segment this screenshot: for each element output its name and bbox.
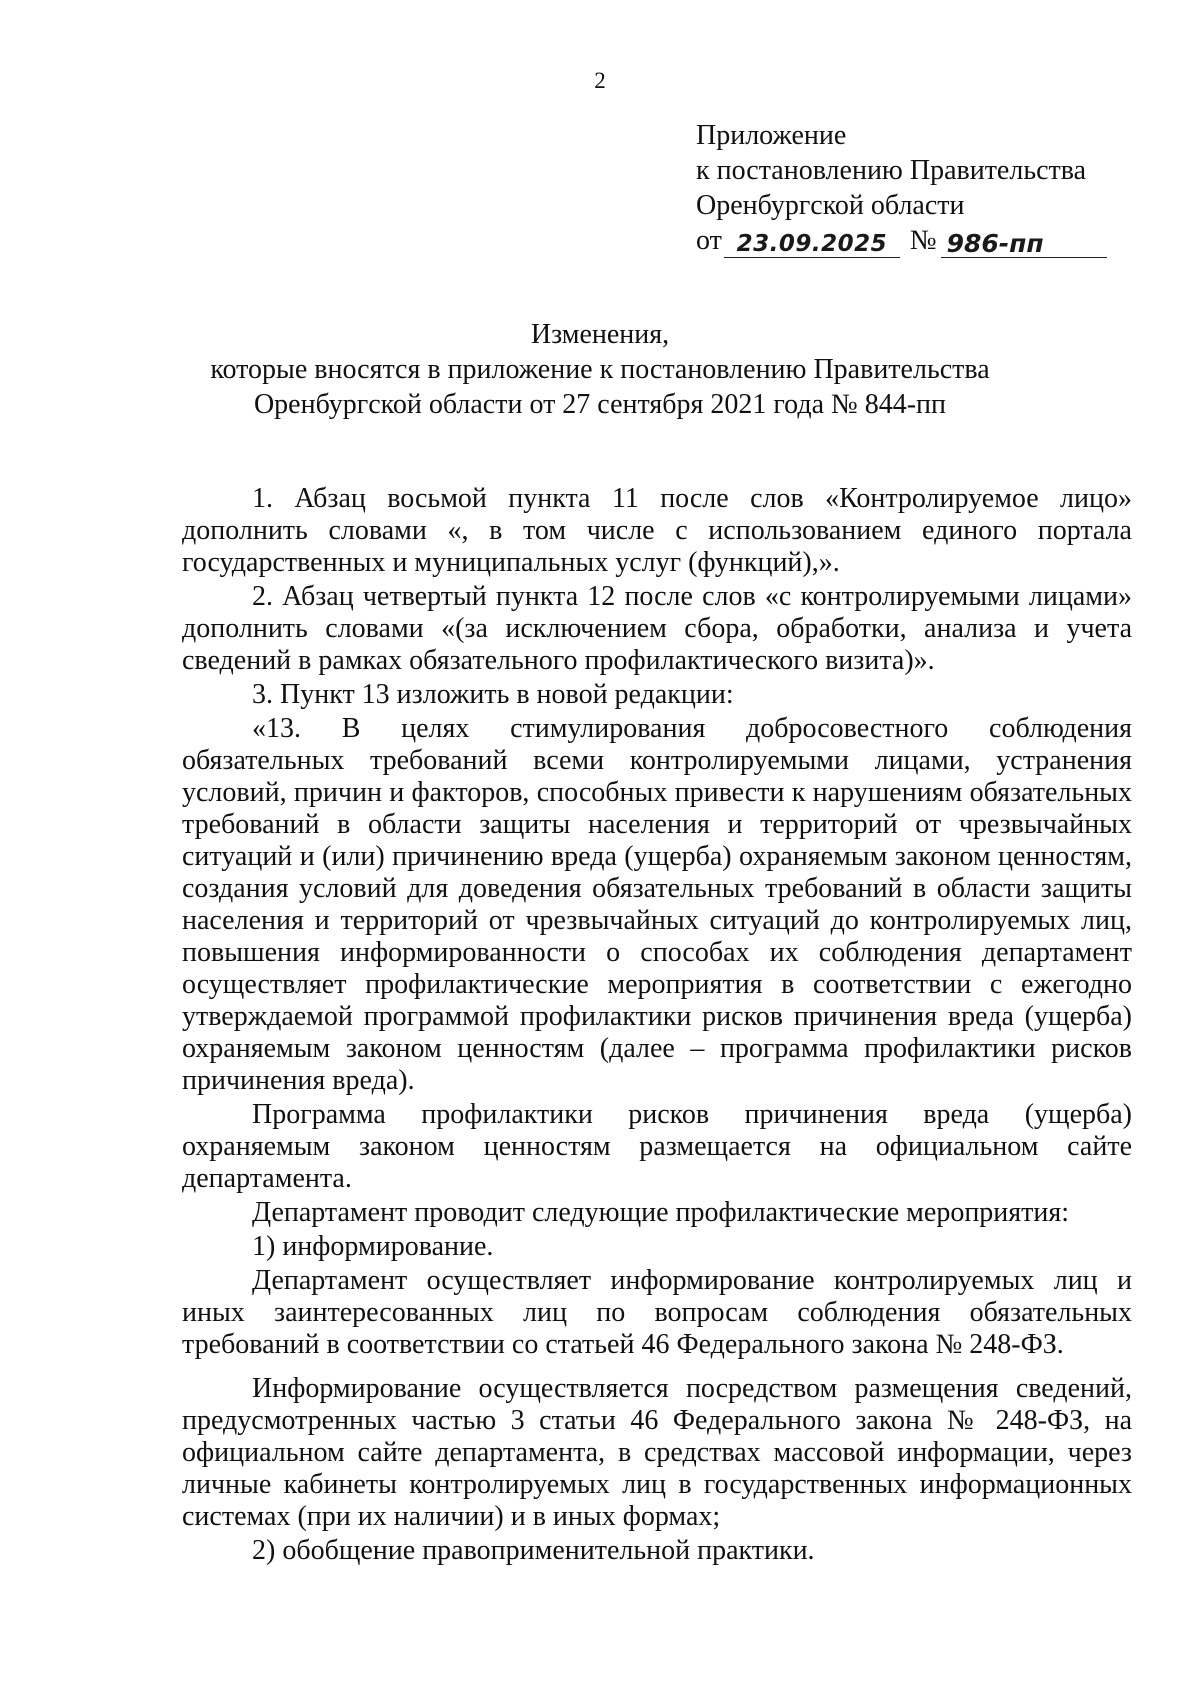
paragraph-2: 2. Абзац четвертый пункта 12 после слов «с контролируемыми лицами» дополнить словами «(за исключением сбора, обработки, анализа и учета сведений в рамках обязательного профилактического визита)». [182, 581, 1132, 676]
document-title [0, 317, 1200, 422]
paragraph-4: «13. В целях стимулирования добросовестного соблюдения обязательных требований всеми контролируемыми лицами, устранения условий, причин и факторов, способных привести к нарушениям обязательных требований в области защиты населения и территорий от чрезвычайных ситуаций и (или) причинению вреда (ущерба) охраняемым законом ценностям, создания условий для доведения обязательных требований в области защиты населения и территорий от чрезвычайных ситуаций до контролируемых лиц, повышения информированности о способах их соблюдения департамент осуществляет профилактические мероприятия в соответствии с ежегодно утверждаемой программой профилактики рисков причинения вреда (ущерба) охраняемым законом ценностям (далее – программа профилактики рисков причинения вреда). [182, 713, 1132, 1096]
appendix-line-3: Оренбургской области [696, 190, 965, 221]
title-line-1: Изменения, [530, 319, 670, 350]
handwritten-date: 23.09.2025 [724, 231, 900, 258]
paragraph-3: 3. Пункт 13 изложить в новой редакции: [252, 679, 734, 710]
paragraph-1: 1. Абзац восьмой пункта 11 после слов «Контролируемое лицо» дополнить словами «, в том числе с использованием единого портала государственных и муниципальных услуг (функций),». [182, 483, 1132, 578]
page-number: 2 [594, 68, 606, 93]
paragraph-6: Департамент проводит следующие профилактические мероприятия: [252, 1197, 1070, 1228]
title-line-3: Оренбургской области от 27 сентября 2021 года № 844-пп [253, 389, 947, 420]
document-body [182, 483, 1132, 1567]
paragraph-7: 1) информирование. [252, 1231, 494, 1262]
paragraph-10: 2) обобщение правоприменительной практики. [252, 1535, 815, 1566]
date-prefix: от [696, 225, 722, 256]
paragraph-5: Программа профилактики рисков причинения вреда (ущерба) охраняемым законом ценностям размещается на официальном сайте департамента. [182, 1099, 1132, 1194]
appendix-header [696, 118, 1107, 258]
title-line-2: которые вносятся в приложение к постановлению Правительства [210, 354, 990, 385]
paragraph-8: Департамент осуществляет информирование контролируемых лиц и иных заинтересованных лиц по вопросам соблюдения обязательных требований в соответствии со статьей 46 Федерального закона № 248-ФЗ. [182, 1265, 1132, 1360]
appendix-line-1: Приложение [696, 120, 847, 151]
handwritten-number: 986-пп [941, 231, 1107, 258]
appendix-line-2: к постановлению Правительства [696, 155, 1087, 186]
paragraph-9: Информирование осуществляется посредством размещения сведений, предусмотренных частью 3 статьи 46 Федерального закона № 248-ФЗ, на официальном сайте департамента, в средствах массовой информации, через личные кабинеты контролируемых лиц в государственных информационных системах (при их наличии) и в иных формах; [182, 1373, 1132, 1532]
date-number-line [696, 223, 1107, 258]
number-prefix: № [909, 225, 937, 256]
